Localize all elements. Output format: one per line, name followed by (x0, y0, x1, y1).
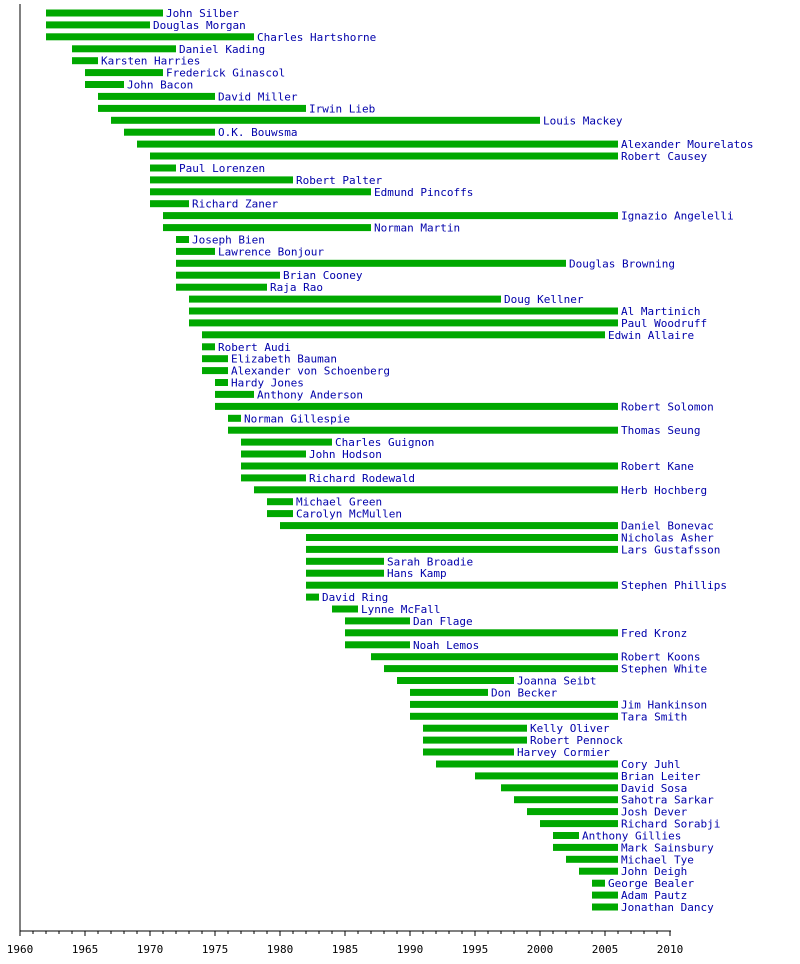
bar-label-28: Robert Audi (218, 340, 291, 354)
bar-13 (150, 165, 176, 172)
bar-69 (553, 832, 579, 839)
bar-20 (176, 248, 215, 255)
bar-label-46: Sarah Broadie (387, 555, 474, 569)
bar-28 (202, 343, 215, 350)
bar-label-69: Anthony Gillies (582, 829, 682, 843)
bar-label-60: Kelly Oliver (530, 722, 610, 736)
bar-3 (72, 45, 176, 52)
bar-16 (150, 200, 189, 207)
bar-73 (592, 880, 605, 887)
bar-label-10: O.K. Bouwsma (218, 126, 298, 140)
bar-44 (306, 534, 618, 541)
x-tick-label-1970: 1970 (136, 943, 164, 956)
bar-4 (72, 57, 98, 64)
bar-label-13: Paul Lorenzen (179, 162, 266, 175)
bar-10 (124, 129, 215, 136)
bar-label-24: Doug Kellner (504, 293, 584, 307)
bar-43 (280, 522, 618, 529)
bar-label-29: Elizabeth Bauman (231, 352, 337, 366)
bar-label-32: Anthony Anderson (257, 388, 363, 402)
bar-50 (332, 606, 358, 613)
bar-19 (176, 236, 189, 243)
bar-14 (150, 176, 293, 183)
bar-label-21: Douglas Browning (569, 257, 675, 271)
bar-label-68: Richard Sorabji (621, 817, 721, 831)
bar-31 (215, 379, 228, 386)
bar-label-71: Michael Tye (621, 853, 694, 867)
bar-label-73: George Bealer (608, 877, 695, 891)
bar-label-75: Jonathan Dancy (621, 901, 714, 914)
bar-label-39: Richard Rodewald (309, 471, 415, 485)
bar-24 (189, 296, 501, 303)
bar-label-49: David Ring (322, 591, 389, 605)
bar-62 (423, 749, 514, 756)
bar-label-7: David Miller (218, 90, 298, 104)
bar-label-3: Daniel Kading (179, 42, 266, 56)
bar-label-64: Brian Leiter (621, 769, 701, 783)
bar-52 (345, 629, 618, 636)
bar-label-74: Adam Pautz (621, 889, 688, 903)
x-tick-label-1965: 1965 (71, 943, 99, 956)
bar-1 (46, 21, 150, 28)
bar-label-51: Dan Flage (413, 614, 473, 628)
bar-33 (215, 403, 618, 410)
bar-63 (436, 761, 618, 768)
bar-label-54: Robert Koons (621, 650, 701, 664)
bar-label-30: Alexander von Schoenberg (231, 364, 390, 378)
bar-label-35: Thomas Seung (621, 424, 701, 438)
bar-25 (189, 308, 618, 315)
bar-label-41: Michael Green (296, 495, 383, 509)
bar-label-57: Don Becker (491, 686, 558, 700)
bar-label-44: Nicholas Asher (621, 531, 714, 545)
bar-51 (345, 617, 410, 624)
bar-64 (475, 772, 618, 779)
bar-18 (163, 224, 371, 231)
bar-56 (397, 677, 514, 684)
bar-6 (85, 81, 124, 88)
bar-34 (228, 415, 241, 422)
x-tick-label-2000: 2000 (526, 943, 554, 956)
bar-48 (306, 582, 618, 589)
bar-label-55: Stephen White (621, 662, 708, 676)
bar-label-33: Robert Solomon (621, 400, 714, 414)
bar-53 (345, 641, 410, 648)
bar-label-16: Richard Zaner (192, 197, 279, 211)
bar-61 (423, 737, 527, 744)
x-tick-label-1990: 1990 (396, 943, 424, 956)
bar-label-22: Brian Cooney (283, 269, 363, 283)
bar-27 (202, 331, 605, 338)
bar-label-2: Charles Hartshorne (257, 30, 377, 44)
bar-65 (501, 784, 618, 791)
bar-57 (410, 689, 488, 696)
bar-47 (306, 570, 384, 577)
x-tick-label-1960: 1960 (6, 943, 34, 956)
bar-49 (306, 594, 319, 601)
bar-label-52: Fred Kronz (621, 626, 688, 640)
bar-75 (592, 904, 618, 911)
bar-46 (306, 558, 384, 565)
bar-label-66: Sahotra Sarkar (621, 793, 714, 807)
bar-label-17: Ignazio Angelelli (621, 209, 734, 223)
bar-label-5: Frederick Ginascol (166, 66, 286, 80)
bar-17 (163, 212, 618, 219)
bar-9 (111, 117, 540, 124)
bar-74 (592, 892, 618, 899)
bar-38 (241, 463, 618, 470)
bar-label-11: Alexander Mourelatos (621, 138, 754, 152)
bar-42 (267, 510, 293, 517)
bar-35 (228, 427, 618, 434)
bar-67 (527, 808, 618, 815)
x-tick-label-1980: 1980 (266, 943, 294, 956)
bar-label-0: John Silber (166, 7, 239, 20)
bar-label-12: Robert Causey (621, 150, 708, 163)
bar-label-72: John Deigh (621, 865, 688, 879)
x-tick-label-1995: 1995 (461, 943, 489, 956)
bar-39 (241, 474, 306, 481)
bar-label-65: David Sosa (621, 781, 688, 795)
bar-2 (46, 33, 254, 40)
bar-5 (85, 69, 163, 76)
bar-label-63: Cory Juhl (621, 758, 681, 771)
bar-label-62: Harvey Cormier (517, 746, 610, 759)
bar-11 (137, 141, 618, 148)
bar-label-34: Norman Gillespie (244, 412, 350, 426)
bar-58 (410, 701, 618, 708)
bar-label-31: Hardy Jones (231, 376, 304, 390)
bar-label-20: Lawrence Bonjour (218, 245, 324, 259)
bar-label-14: Robert Palter (296, 173, 383, 187)
bar-70 (553, 844, 618, 851)
bar-label-19: Joseph Bien (192, 233, 265, 247)
bar-label-42: Carolyn McMullen (296, 507, 402, 521)
bar-label-48: Stephen Phillips (621, 579, 727, 593)
x-tick-label-1985: 1985 (331, 943, 359, 956)
x-tick-label-2005: 2005 (591, 943, 619, 956)
bar-68 (540, 820, 618, 827)
bar-72 (579, 868, 618, 875)
bar-label-26: Paul Woodruff (621, 316, 708, 330)
bar-label-70: Mark Sainsbury (621, 841, 714, 855)
bar-label-38: Robert Kane (621, 460, 694, 473)
bar-label-56: Joanna Seibt (517, 674, 597, 688)
bar-label-4: Karsten Harries (101, 54, 201, 68)
bar-26 (189, 319, 618, 326)
bar-label-58: Jim Hankinson (621, 698, 708, 712)
bar-label-59: Tara Smith (621, 710, 688, 724)
bar-29 (202, 355, 228, 362)
bar-45 (306, 546, 618, 553)
x-ticks-group (7, 931, 684, 956)
bar-label-23: Raja Rao (270, 281, 323, 295)
bar-7 (98, 93, 215, 100)
bar-label-47: Hans Kamp (387, 567, 447, 581)
bar-label-36: Charles Guignon (335, 436, 435, 450)
bar-54 (371, 653, 618, 660)
bar-label-61: Robert Pennock (530, 734, 623, 748)
bar-66 (514, 796, 618, 803)
bar-37 (241, 451, 306, 458)
bar-label-53: Noah Lemos (413, 638, 480, 652)
bar-0 (46, 10, 163, 17)
bar-71 (566, 856, 618, 863)
bar-22 (176, 272, 280, 279)
bar-41 (267, 498, 293, 505)
bar-40 (254, 486, 618, 493)
bar-36 (241, 439, 332, 446)
bar-label-6: John Bacon (127, 78, 194, 92)
bar-label-1: Douglas Morgan (153, 18, 246, 32)
bar-label-15: Edmund Pincoffs (374, 185, 474, 199)
x-tick-label-2010: 2010 (656, 943, 684, 956)
bar-30 (202, 367, 228, 374)
bar-12 (150, 153, 618, 160)
bar-label-43: Daniel Bonevac (621, 519, 714, 533)
x-tick-label-1975: 1975 (201, 943, 229, 956)
bar-label-8: Irwin Lieb (309, 102, 376, 116)
bar-21 (176, 260, 566, 267)
bar-label-40: Herb Hochberg (621, 483, 708, 497)
bar-55 (384, 665, 618, 672)
bar-label-67: Josh Dever (621, 805, 688, 819)
bar-60 (423, 725, 527, 732)
bar-label-27: Edwin Allaire (608, 328, 695, 342)
bar-label-18: Norman Martin (374, 221, 461, 235)
bar-label-9: Louis Mackey (543, 114, 623, 128)
bar-15 (150, 188, 371, 195)
bar-8 (98, 105, 306, 112)
bar-59 (410, 713, 618, 720)
bar-32 (215, 391, 254, 398)
bar-label-45: Lars Gustafsson (621, 543, 721, 557)
bar-label-50: Lynne McFall (361, 603, 441, 616)
bar-label-37: John Hodson (309, 448, 382, 461)
bar-label-25: Al Martinich (621, 305, 701, 318)
bar-23 (176, 284, 267, 291)
